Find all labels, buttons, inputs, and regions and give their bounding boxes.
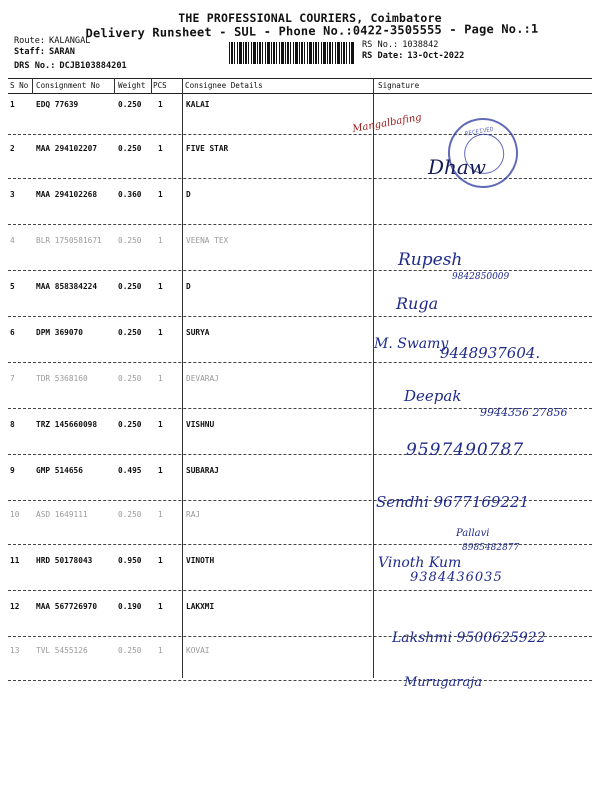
handwritten-signature: Dhaw [428,155,486,179]
row-consignment-no: TDR 5368160 [36,374,88,383]
row-consignment-no: MAA 294102207 [36,144,98,153]
drs-info [14,61,131,71]
row-pcs: 1 [158,510,163,519]
drs-value: DCJB103884201 [59,61,127,71]
row-separator [8,270,592,271]
row-consignment-no: TRZ 145660098 [36,420,98,429]
row-separator [8,224,592,225]
handwritten-phone: 8985482877 [462,543,520,553]
column-divider [151,78,152,94]
row-consignment-no: MAA 858384224 [36,282,98,291]
row-weight: 0.250 [118,236,142,245]
table-header [8,78,592,94]
row-separator [8,316,592,317]
row-separator [8,362,592,363]
row-consignee: VISHNU [186,420,215,429]
row-weight: 0.250 [118,420,142,429]
row-weight: 0.250 [118,100,142,109]
route-info [14,36,94,46]
column-header-signature: Signature [378,81,420,90]
row-pcs: 1 [158,100,163,109]
drs-label: DRS No.: [14,61,56,71]
row-sno: 13 [10,646,20,655]
row-sno: 9 [10,466,15,475]
row-pcs: 1 [158,374,163,383]
row-sno: 11 [10,556,20,565]
row-consignment-no: MAA 294102268 [36,190,98,199]
row-consignee: LAKXMI [186,602,215,611]
row-weight: 0.360 [118,190,142,199]
row-pcs: 1 [158,236,163,245]
row-sno: 4 [10,236,15,245]
row-sno: 12 [10,602,20,611]
row-consignee: D [186,282,191,291]
row-consignee: SURYA [186,328,210,337]
staff-info [14,47,79,57]
handwritten-phone: 9842850009 [452,272,510,282]
row-consignee: VINOTH [186,556,215,565]
row-consignee: RAJ [186,510,201,519]
handwritten-signature: M. Swamy [374,336,449,352]
column-divider [373,78,374,678]
handwritten-signature: Pallavi [456,528,490,539]
row-sno: 10 [10,510,20,519]
handwritten-phone: 9597490787 [406,440,525,460]
route-value: KALANGAL [49,36,91,46]
rs-number-value: 1038842 [402,40,439,50]
row-weight: 0.250 [118,144,142,153]
handwritten-signature: Vinoth Kum [378,555,462,571]
row-pcs: 1 [158,602,163,611]
rs-number-info [362,40,442,50]
column-header-consignment: Consignment No [36,81,101,90]
column-divider [32,78,33,94]
column-header-pcs: PCS [153,81,167,90]
staff-value: SARAN [49,47,75,57]
rs-date-value: 13-Oct-2022 [407,51,465,61]
company-title: THE PROFESSIONAL COURIERS, Coimbatore [178,11,442,25]
row-weight: 0.250 [118,374,142,383]
row-consignment-no: ASD 1649111 [36,510,88,519]
column-header-consignee: Consignee Details [185,81,263,90]
barcode [229,42,354,64]
column-header-weight: Weight [118,81,146,90]
row-weight: 0.250 [118,510,142,519]
handwritten-note: Mangalbafing [351,111,423,136]
row-pcs: 1 [158,420,163,429]
row-sno: 8 [10,420,15,429]
route-label: Route: [14,36,46,46]
handwritten-phone: 9944356 27856 [480,406,568,419]
row-consignment-no: BLR 1750581671 [36,236,102,245]
row-pcs: 1 [158,190,163,199]
staff-label: Staff: [14,47,46,57]
row-sno: 5 [10,282,15,291]
column-header-sno: S No [10,81,29,90]
handwritten-signature: Ruga [396,294,439,313]
handwritten-signature-phone: Sendhi 9677169221 [376,493,530,511]
stamp-text: RECEIVED [464,125,495,138]
row-pcs: 1 [158,466,163,475]
row-consignee: DEVARAJ [186,374,219,383]
row-weight: 0.495 [118,466,142,475]
row-consignee: KOVAI [186,646,210,655]
row-consignee: VEENA TEX [186,236,229,245]
row-pcs: 1 [158,556,163,565]
row-sno: 7 [10,374,15,383]
row-pcs: 1 [158,144,163,153]
row-pcs: 1 [158,646,163,655]
runsheet-subtitle: Delivery Runsheet - SUL - Phone No.:0422-3505555 - Page No.:1 [85,21,539,41]
row-sno: 6 [10,328,15,337]
row-weight: 0.250 [118,328,142,337]
row-weight: 0.250 [118,646,142,655]
rs-number-label: RS No.: [362,40,399,50]
handwritten-signature-phone: Lakshmi 9500625922 [392,630,546,646]
row-consignment-no: MAA 567726970 [36,602,98,611]
row-consignment-no: EDQ 77639 [36,100,79,109]
row-weight: 0.190 [118,602,142,611]
row-consignment-no: DPM 369070 [36,328,83,337]
handwritten-phone: 9448937604. [440,344,541,362]
row-weight: 0.950 [118,556,142,565]
row-consignment-no: TVL 5455126 [36,646,88,655]
handwritten-signature: Murugaraja [404,675,483,690]
handwritten-signature: Deepak [404,387,462,405]
rs-date-label: RS Date: [362,51,404,61]
row-pcs: 1 [158,328,163,337]
row-consignee: KALAI [186,100,210,109]
row-sno: 1 [10,100,15,109]
row-sno: 2 [10,144,15,153]
column-divider [182,78,183,678]
row-consignee: D [186,190,191,199]
handwritten-signature: Rupesh [398,250,463,270]
handwritten-phone: 9384436035 [410,570,503,585]
row-consignment-no: GMP 514656 [36,466,83,475]
row-separator [8,590,592,591]
column-divider [114,78,115,94]
row-consignee: SUBARAJ [186,466,219,475]
rs-date-info [362,51,468,61]
row-separator [8,680,592,681]
row-consignment-no: HRD 50178043 [36,556,93,565]
row-sno: 3 [10,190,15,199]
row-weight: 0.250 [118,282,142,291]
row-consignee: FIVE STAR [186,144,229,153]
row-pcs: 1 [158,282,163,291]
